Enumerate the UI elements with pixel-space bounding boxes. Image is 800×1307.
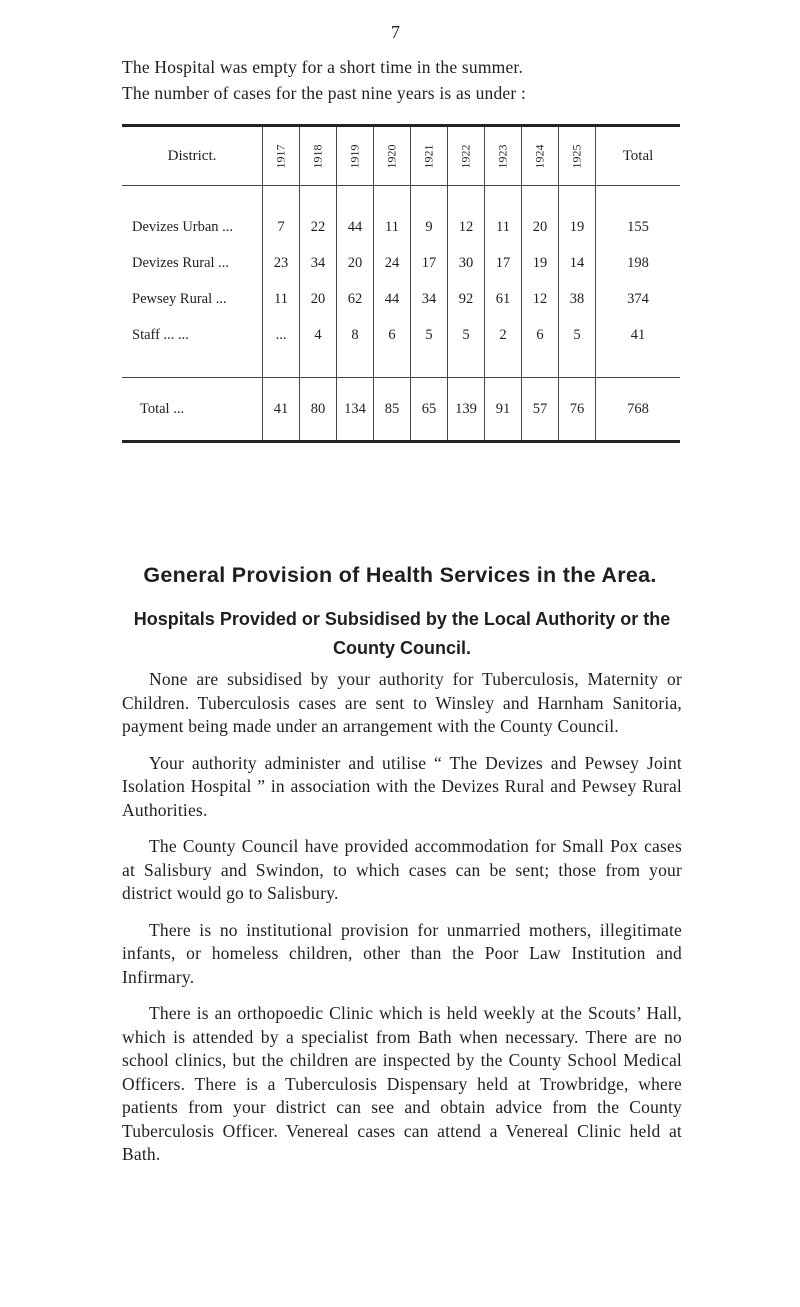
year-header [337,126,374,186]
value-cell: 62 [337,282,374,318]
year-total-cell: 41 [263,378,300,442]
table-row [122,318,680,354]
value-cell: 17 [411,246,448,282]
value-cell: 5 [559,318,596,354]
year-label: 1924 [532,144,547,168]
year-header [374,126,411,186]
value-cell: 5 [411,318,448,354]
year-header [411,126,448,186]
value-cell: 19 [559,210,596,246]
cases-table-container [122,124,680,537]
year-total-cell: 139 [448,378,485,442]
paragraph: There is no institutional provision for unmarried mothers, illegitimate infants, or homeless children, other than the Poor Law Institution and Infirmary. [122,919,682,987]
value-cell: 22 [300,210,337,246]
year-total-cell: 57 [522,378,559,442]
district-cell: Devizes Urban ... [132,219,234,235]
district-header: District. [122,126,263,186]
value-cell: 34 [300,246,337,282]
table-header-row [122,126,680,186]
value-cell: 4 [300,318,337,354]
intro-text [122,54,682,106]
page-number: 7 [391,22,400,42]
year-header [300,126,337,186]
table-row [122,210,680,246]
year-total-cell: 65 [411,378,448,442]
value-cell: 11 [485,210,522,246]
table-spacer [122,354,680,378]
value-cell: 44 [337,210,374,246]
section-title: General Provision of Health Services in the Area. [143,563,657,587]
paragraph: There is an orthopoedic Clinic which is held weekly at the Scouts’ Hall, which is attended by a specialist from Bath when necessary. There are no school clinics, but the children are inspected by the County School Medical Officers. There is a Tuberculosis Dispensary held at Trowbridge, where patients from your district can see and obtain advice from the County Tuberculosis Officer. Venereal cases can attend a Venereal Clinic held at Bath. [122,1003,682,1164]
totals-label: Total ... [140,400,185,417]
year-label: 1923 [495,144,510,168]
year-total-cell: 91 [485,378,522,442]
year-header [263,126,300,186]
row-total-cell: 374 [596,282,681,318]
year-total-cell: 76 [559,378,596,442]
value-cell: 24 [374,246,411,282]
year-total-cell: 80 [300,378,337,442]
value-cell: 34 [411,282,448,318]
value-cell: 12 [522,282,559,318]
year-label: 1920 [384,144,399,168]
district-cell: Staff ... ... [132,327,189,343]
year-total-cell: 85 [374,378,411,442]
value-cell: 11 [374,210,411,246]
year-header [448,126,485,186]
value-cell: 6 [522,318,559,354]
year-label: 1921 [421,144,436,168]
table-body [122,186,680,378]
intro-line: The number of cases for the past nine years is as under : [122,83,527,103]
year-label: 1919 [347,144,362,168]
year-label: 1917 [273,144,288,168]
totals-row [122,378,680,442]
district-cell: Devizes Rural ... [132,255,230,271]
grand-total-cell: 768 [596,378,681,442]
value-cell: 8 [337,318,374,354]
value-cell: 5 [448,318,485,354]
value-cell: 17 [485,246,522,282]
year-header [522,126,559,186]
year-label: 1925 [569,144,584,168]
body-text [122,668,682,1180]
row-total-cell: 155 [596,210,681,246]
year-label: 1918 [310,144,325,168]
row-total-cell: 198 [596,246,681,282]
year-label: 1922 [458,144,473,168]
paragraph: Your authority administer and utilise “ The Devizes and Pewsey Joint Isolation Hospital ” in association with the Devizes Rural and Pewsey Rural Authorities. [122,752,682,820]
subsection-title: Hospitals Provided or Subsidised by the Local Authority or the County Council. [133,609,671,658]
table-row [122,246,680,282]
value-cell: 38 [559,282,596,318]
value-cell: 23 [263,246,300,282]
year-header [485,126,522,186]
value-cell: 20 [300,282,337,318]
paragraph: The County Council have provided accommodation for Small Pox cases at Salisbury and Swindon, to which cases can be sent; those from your district would go to Salisbury. [122,836,682,903]
district-cell: Pewsey Rural ... [132,291,227,307]
value-cell: 20 [337,246,374,282]
value-cell: 92 [448,282,485,318]
value-cell: 61 [485,282,522,318]
value-cell: 44 [374,282,411,318]
value-cell: 20 [522,210,559,246]
cases-table [122,124,680,443]
table-spacer [122,186,680,210]
intro-line: The Hospital was empty for a short time in the summer. [122,57,524,77]
value-cell: ... [263,318,300,354]
year-total-cell: 134 [337,378,374,442]
total-header: Total [596,126,681,186]
table-row [122,282,680,318]
value-cell: 30 [448,246,485,282]
value-cell: 14 [559,246,596,282]
table-total-section [122,378,680,442]
value-cell: 11 [263,282,300,318]
value-cell: 9 [411,210,448,246]
value-cell: 6 [374,318,411,354]
row-total-cell: 41 [596,318,681,354]
value-cell: 2 [485,318,522,354]
value-cell: 19 [522,246,559,282]
paragraph: None are subsidised by your authority for Tuberculosis, Maternity or Children. Tuberculosis cases are sent to Winsley and Harnham Sanitoria, payment being made under an arrangement with the County Council. [122,669,682,736]
year-header [559,126,596,186]
value-cell: 7 [263,210,300,246]
value-cell: 12 [448,210,485,246]
